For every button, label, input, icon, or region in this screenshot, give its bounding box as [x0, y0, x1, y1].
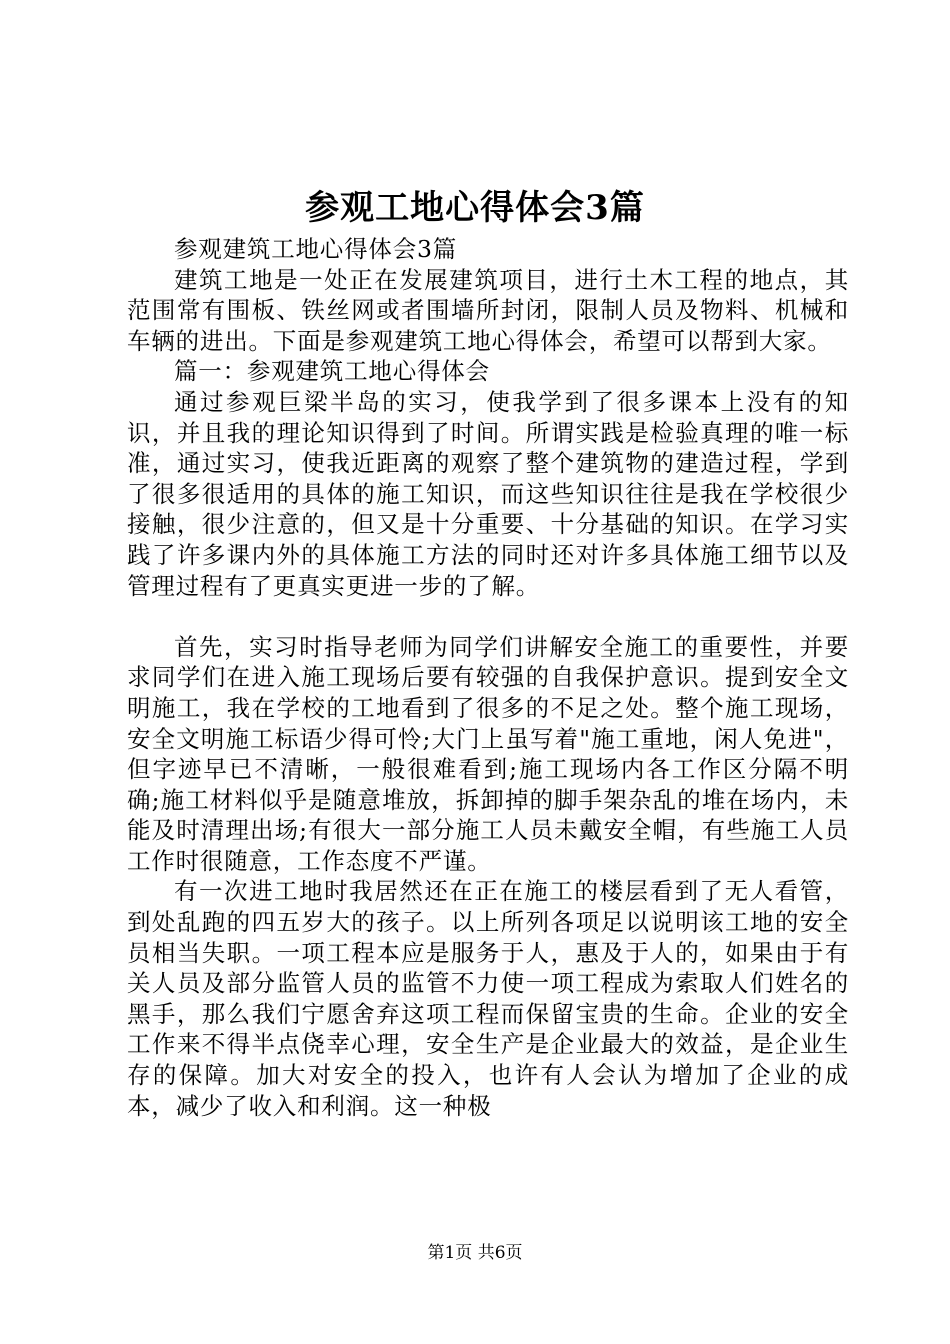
subtitle-paragraph: 参观建筑工地心得体会3篇 — [174, 235, 458, 263]
page-footer: 第1页 共6页 — [427, 1243, 523, 1263]
section-heading: 篇一：参观建筑工地心得体会 — [174, 357, 490, 386]
body-paragraph: 通过参观巨梁半岛的实习，使我学到了很多课本上没有的知识，并且我的理论知识得到了时间。所谓实践是检验真理的唯一标准，通过实习，使我近距离的观察了整个建筑物的建造过程，学到了很多很适用的具体的施工知识，而这些知识往往是我在学校很少接触，很少注意的，但又是十分重要、十分基础的知识。在学习实践了许多课内外的具体施工方法的同时还对许多具体施工细节以及管理过程有了更真实更进一步的了解。 — [127, 387, 849, 600]
body-paragraph: 有一次进工地时我居然还在正在施工的楼层看到了无人看管，到处乱跑的四五岁大的孩子。以上所列各项足以说明该工地的安全员相当失职。一项工程本应是服务于人，惠及于人的，如果由于有关人员及部分监管人员的监管不力使一项工程成为索取人们姓名的黑手，那么我们宁愿舍弃这项工程而保留宝贵的生命。企业的安全工作来不得半点侥幸心理，安全生产是企业最大的效益，是企业生存的保障。加大对安全的投入，也许有人会认为增加了企业的成本，减少了收入和利润。这一种极 — [127, 877, 849, 1120]
body-paragraph: 首先，实习时指导老师为同学们讲解安全施工的重要性，并要求同学们在进入施工现场后要有较强的自我保护意识。提到安全文明施工，我在学校的工地看到了很多的不足之处。整个施工现场，安全文明施工标语少得可怜;大门上虽写着"施工重地，闲人免进"，但字迹早已不清晰，一般很难看到;施工现场内各工作区分隔不明确;施工材料似乎是随意堆放，拆卸掉的脚手架杂乱的堆在场内，未能及时清理出场;有很大一部分施工人员未戴安全帽，有些施工人员工作时很随意，工作态度不严谨。 — [127, 632, 849, 875]
intro-paragraph: 建筑工地是一处正在发展建筑项目，进行土木工程的地点，其范围常有围板、铁丝网或者围墙所封闭，限制人员及物料、机械和车辆的进出。下面是参观建筑工地心得体会，希望可以帮到大家。 — [127, 265, 849, 355]
document-title: 参观工地心得体会3篇 — [305, 188, 645, 228]
document-body — [127, 234, 849, 1121]
